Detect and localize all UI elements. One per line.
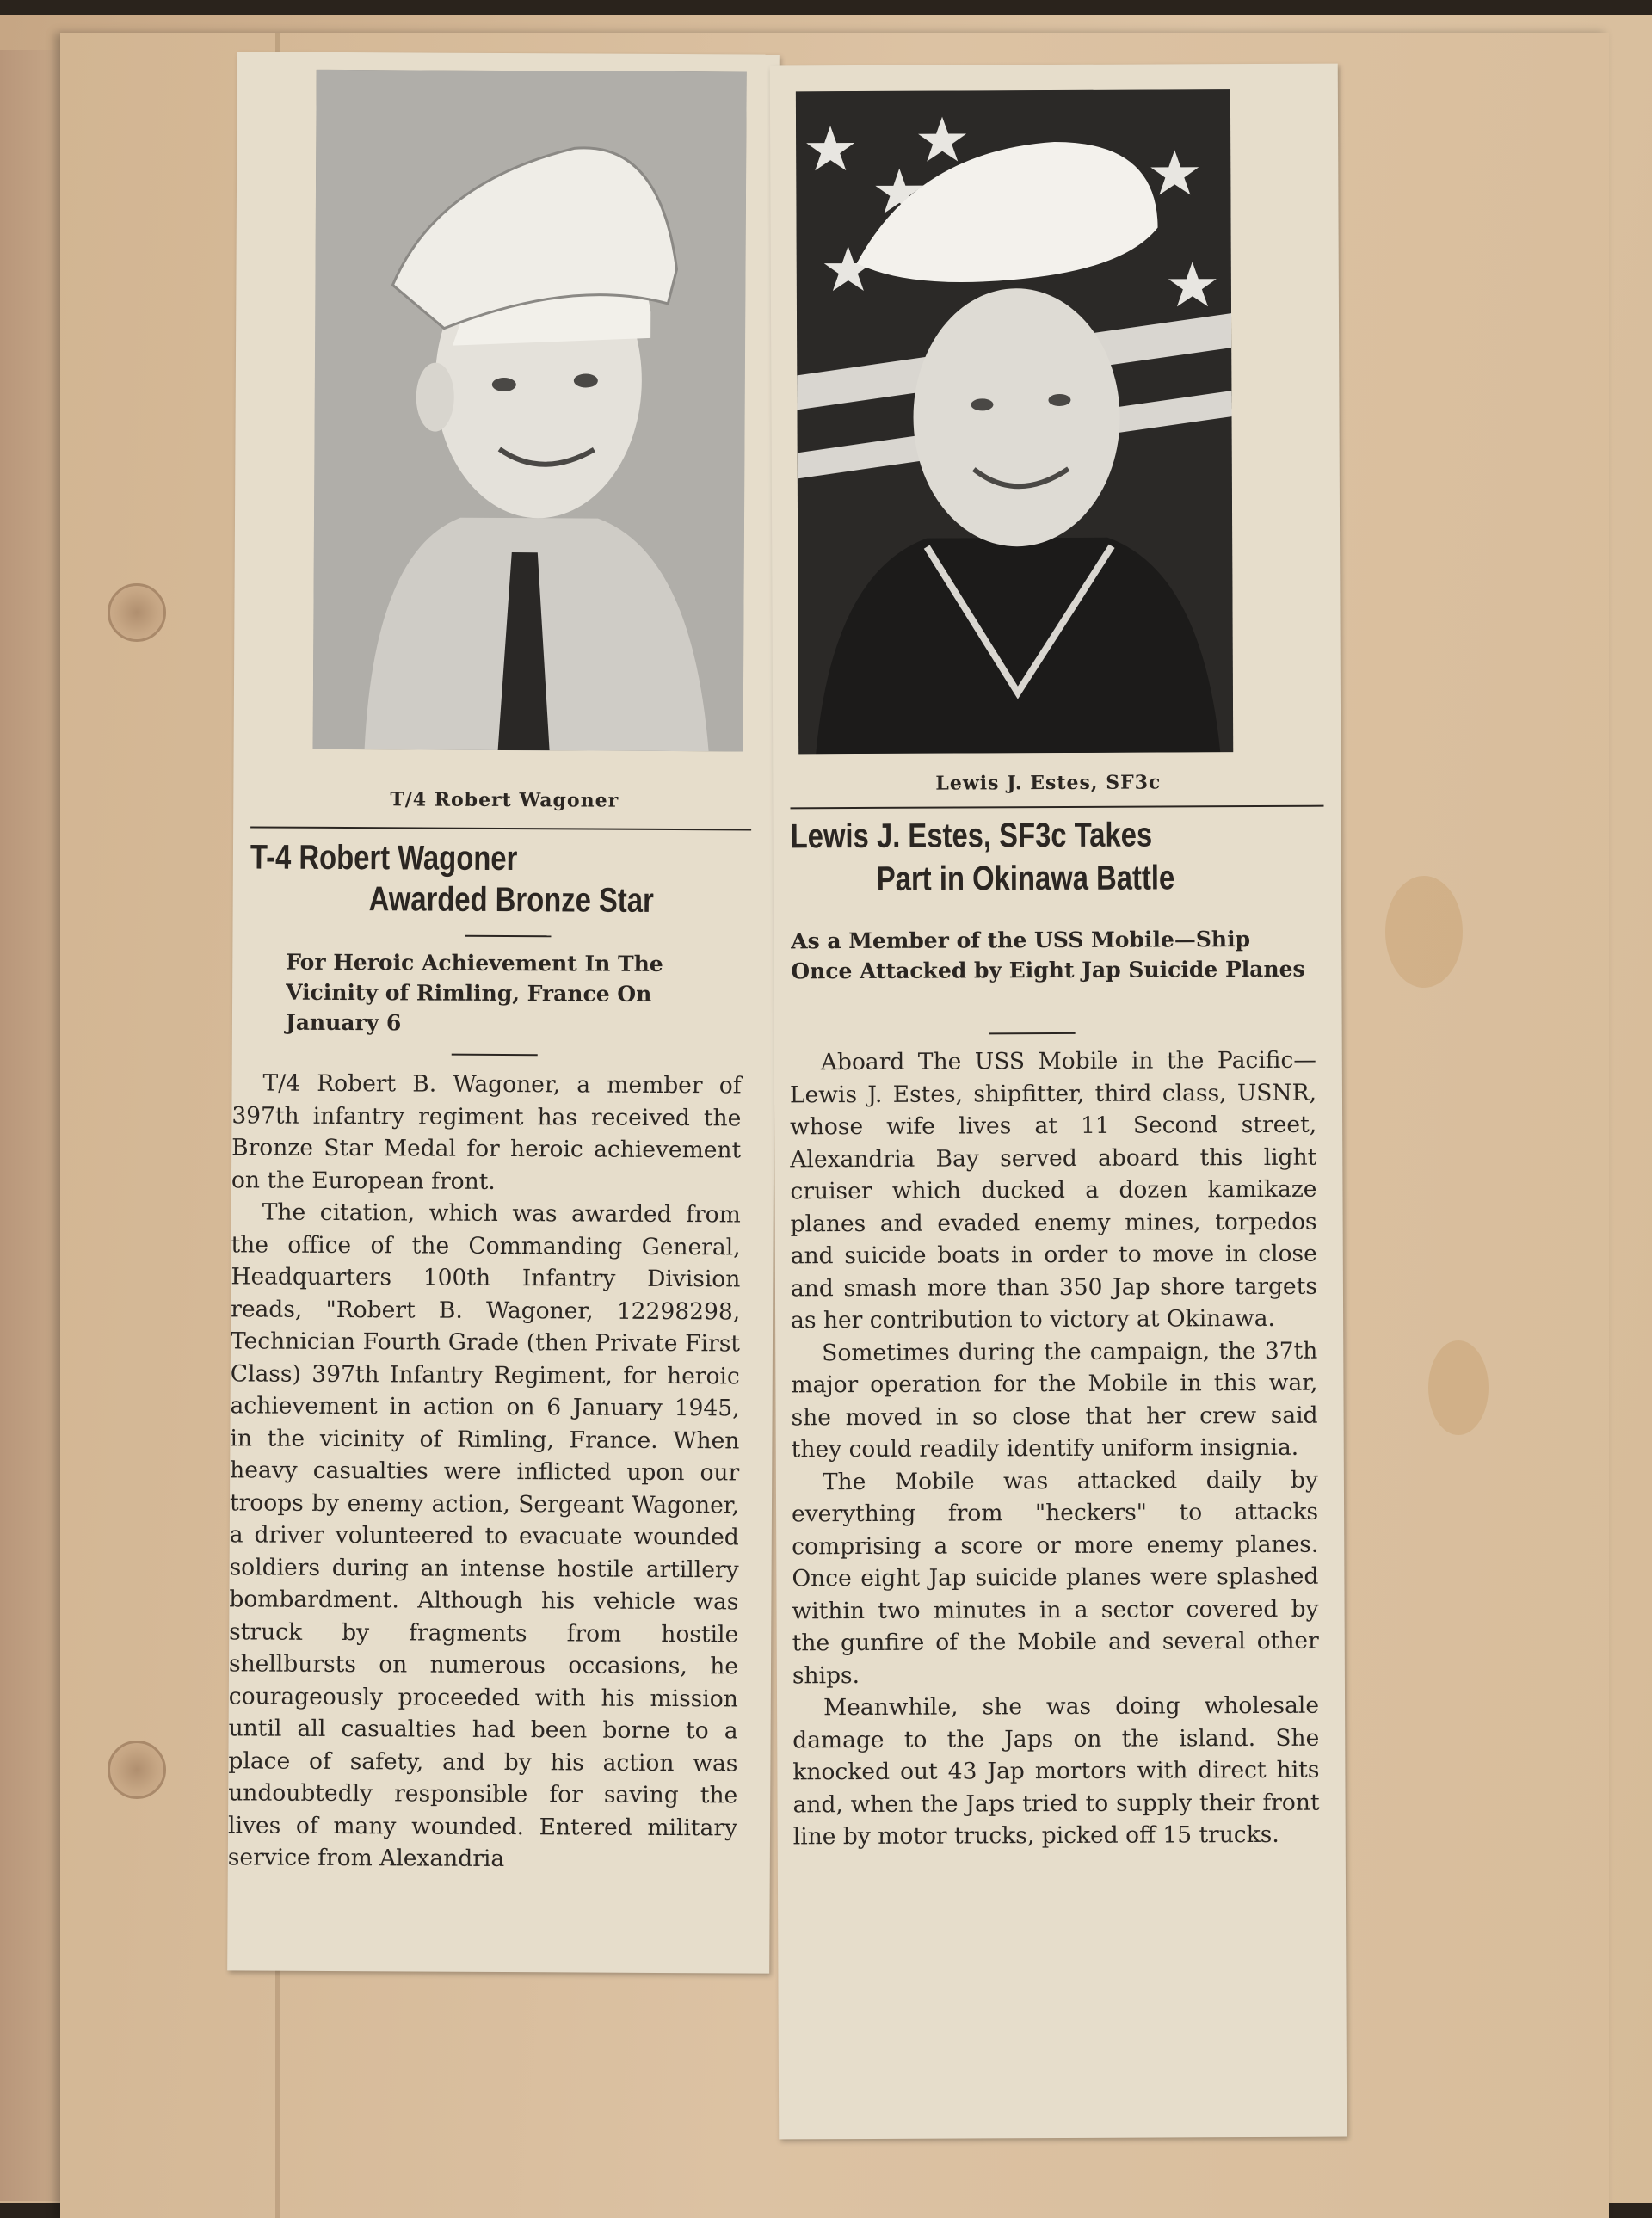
newspaper-clipping-estes (770, 64, 1347, 2140)
divider-rule (452, 1054, 538, 1057)
divider-rule (465, 935, 551, 938)
soldier-portrait-illustration (313, 70, 747, 752)
paper-stain (1428, 1340, 1489, 1435)
article-body (228, 1067, 742, 1876)
photo-caption: Lewis J. Estes, SF3c (935, 771, 1162, 795)
article-paragraph: The Mobile was attacked daily by everything from "heckers" to attacks comprising a score or more enemy planes. Once eight Jap suicide planes were splashed within two minutes in a sector covered by the gunfire of the Mobile and several other ships. (792, 1466, 1319, 1689)
article-paragraph: The citation, which was awarded from the office of the Commanding General, Headquarters 100th Infantry Division reads, "Robert B. Wagoner, 12298298, Technician Fourth Grade (then Private First Class) 397th Infantry Regiment, for heroic achievement in action on 6 January 1945, in the vicinity of Rimling, France. When heavy casualties were inflicted upon our troops by enemy action, Sergeant Wagoner, a driver volunteered to evacuate wounded soldiers during an intense hostile artillery bombardment. Although his vehicle was struck by fragments from hostile shellbursts on numerous occasions, he courageously proceeded with his mission until all casualties had been borne to a place of safety, and by his action was undoubtedly responsible for saving the lives of many wounded. Entered military service from Alexandria (227, 1198, 741, 1873)
article-body (790, 1044, 1320, 1853)
portrait-photo-wagoner (313, 70, 747, 752)
photo-caption: T/4 Robert Wagoner (390, 788, 620, 812)
article-paragraph: Meanwhile, she was doing wholesale damage to the Japs on the island. She knocked out 43 Jap mortors with direct hits and, when the Japs tried to supply their front line by motor trucks, picked off 15 trucks. (792, 1691, 1320, 1851)
headline-line-1: Lewis J. Estes, SF3c Takes (790, 816, 1153, 856)
binder-hole-top (108, 583, 166, 642)
subheadline: For Heroic Achievement In The Vicinity of Rimling, France On January 6 (285, 949, 663, 1036)
subheadline: As a Member of the USS Mobile—Ship Once Attacked by Eight Jap Suicide Planes (791, 927, 1305, 984)
headline-line-2: Part in Okinawa Battle (876, 859, 1175, 898)
article-paragraph: Aboard The USS Mobile in the Pacific—Lewis J. Estes, shipfitter, third class, USNR, whose wife lives at 11 Second street, Alexandria Bay served aboard this light cruiser which ducked a dozen kamikaze planes and evaded enemy mines, torpedos and suicide boats in order to move in close and smash more than 350 Jap shore targets as her contribution to victory at Okinawa. (789, 1046, 1318, 1334)
divider-rule (791, 805, 1324, 810)
divider-rule (989, 1032, 1076, 1034)
divider-rule (250, 826, 751, 830)
article-paragraph: Sometimes during the campaign, the 37th major operation for the Mobile in this war, she moved in so close that her crew said they could readily identify uniform insignia. (791, 1337, 1318, 1463)
article-paragraph: T/4 Robert B. Wagoner, a member of 397th infantry regiment has received the Bronze Star Medal for heroic achievement on the European front. (231, 1069, 742, 1195)
sailor-portrait-illustration (796, 89, 1233, 754)
headline-line-1: T-4 Robert Wagoner (250, 838, 518, 878)
newspaper-clipping-wagoner (227, 52, 780, 1973)
headline-line-2: Awarded Bronze Star (368, 880, 654, 920)
binder-hole-bottom (108, 1741, 166, 1799)
portrait-photo-estes (796, 89, 1233, 754)
paper-stain (1385, 876, 1463, 988)
